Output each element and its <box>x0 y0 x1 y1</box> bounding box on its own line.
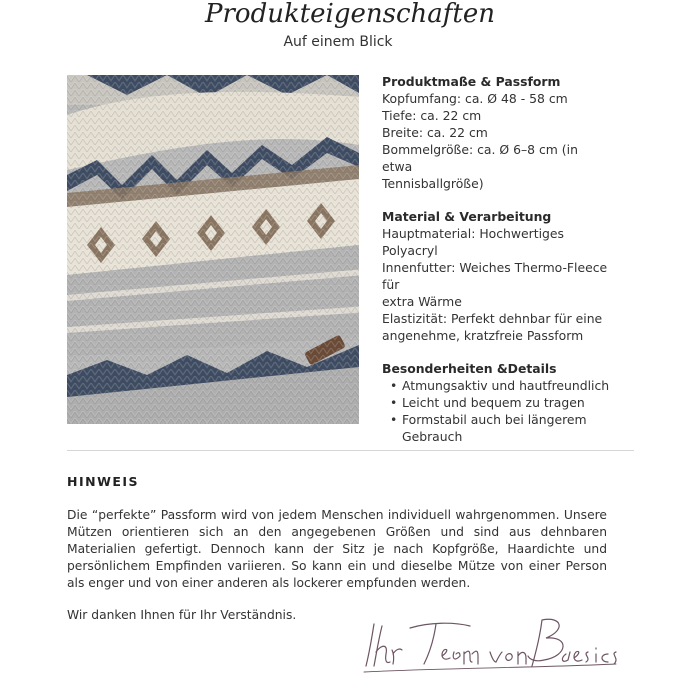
spec-line: Kopfumfang: ca. Ø 48 - 58 cm <box>382 91 568 106</box>
spec-line: Tiefe: ca. 22 cm <box>382 108 482 123</box>
spec-line: Innenfutter: Weiches Thermo-Fleece für <box>382 260 608 292</box>
material-heading: Material & Verarbeitung <box>382 209 552 224</box>
dimensions-heading: Produktmaße & Passform <box>382 74 561 89</box>
signature <box>360 606 620 676</box>
list-item: • Formstabil auch bei längerem Gebrauch <box>402 411 612 445</box>
list-item: • Leicht und bequem zu tragen <box>402 394 612 411</box>
product-photo <box>67 75 359 424</box>
spec-line: Tennisballgröße) <box>382 176 484 191</box>
note-body <box>67 507 607 592</box>
spec-line: Hauptmaterial: Hochwertiges Polyacryl <box>382 226 564 258</box>
page-title: Produkteigenschaften <box>205 0 495 29</box>
list-item: • Atmungsaktiv und hautfreundlich <box>402 377 612 394</box>
product-specs <box>382 73 612 445</box>
details-list <box>382 377 612 445</box>
section-divider <box>67 450 634 451</box>
spec-line: extra Wärme <box>382 294 462 309</box>
spec-line: Bommelgröße: ca. Ø 6–8 cm (in etwa <box>382 142 578 174</box>
spec-line: Elastizität: Perfekt dehnbar für eine <box>382 311 603 326</box>
spec-line: Breite: ca. 22 cm <box>382 125 488 140</box>
note-heading: HINWEIS <box>67 474 140 489</box>
thanks-line: Wir danken Ihnen für Ihr Verständnis. <box>67 608 297 622</box>
note-paragraph: Die “perfekte” Passform wird von jedem Menschen individuell wahrgenommen. Unsere Mützen orientieren sich an den angegebenen Größen und sind aus dehnbaren Materialien gefertigt. Dennoch kann der Sitz je nach Kopfgröße, Haardichte und persönlichem Empfinden variieren. So kann ein und dieselbe Mütze von einer Person als enger und von einer anderen als lockerer empfunden werden. <box>67 508 607 590</box>
details-heading: Besonderheiten &Details <box>382 361 557 376</box>
spec-line: angenehme, kratzfreie Passform <box>382 328 584 343</box>
page-subtitle: Auf einem Blick <box>283 34 393 50</box>
